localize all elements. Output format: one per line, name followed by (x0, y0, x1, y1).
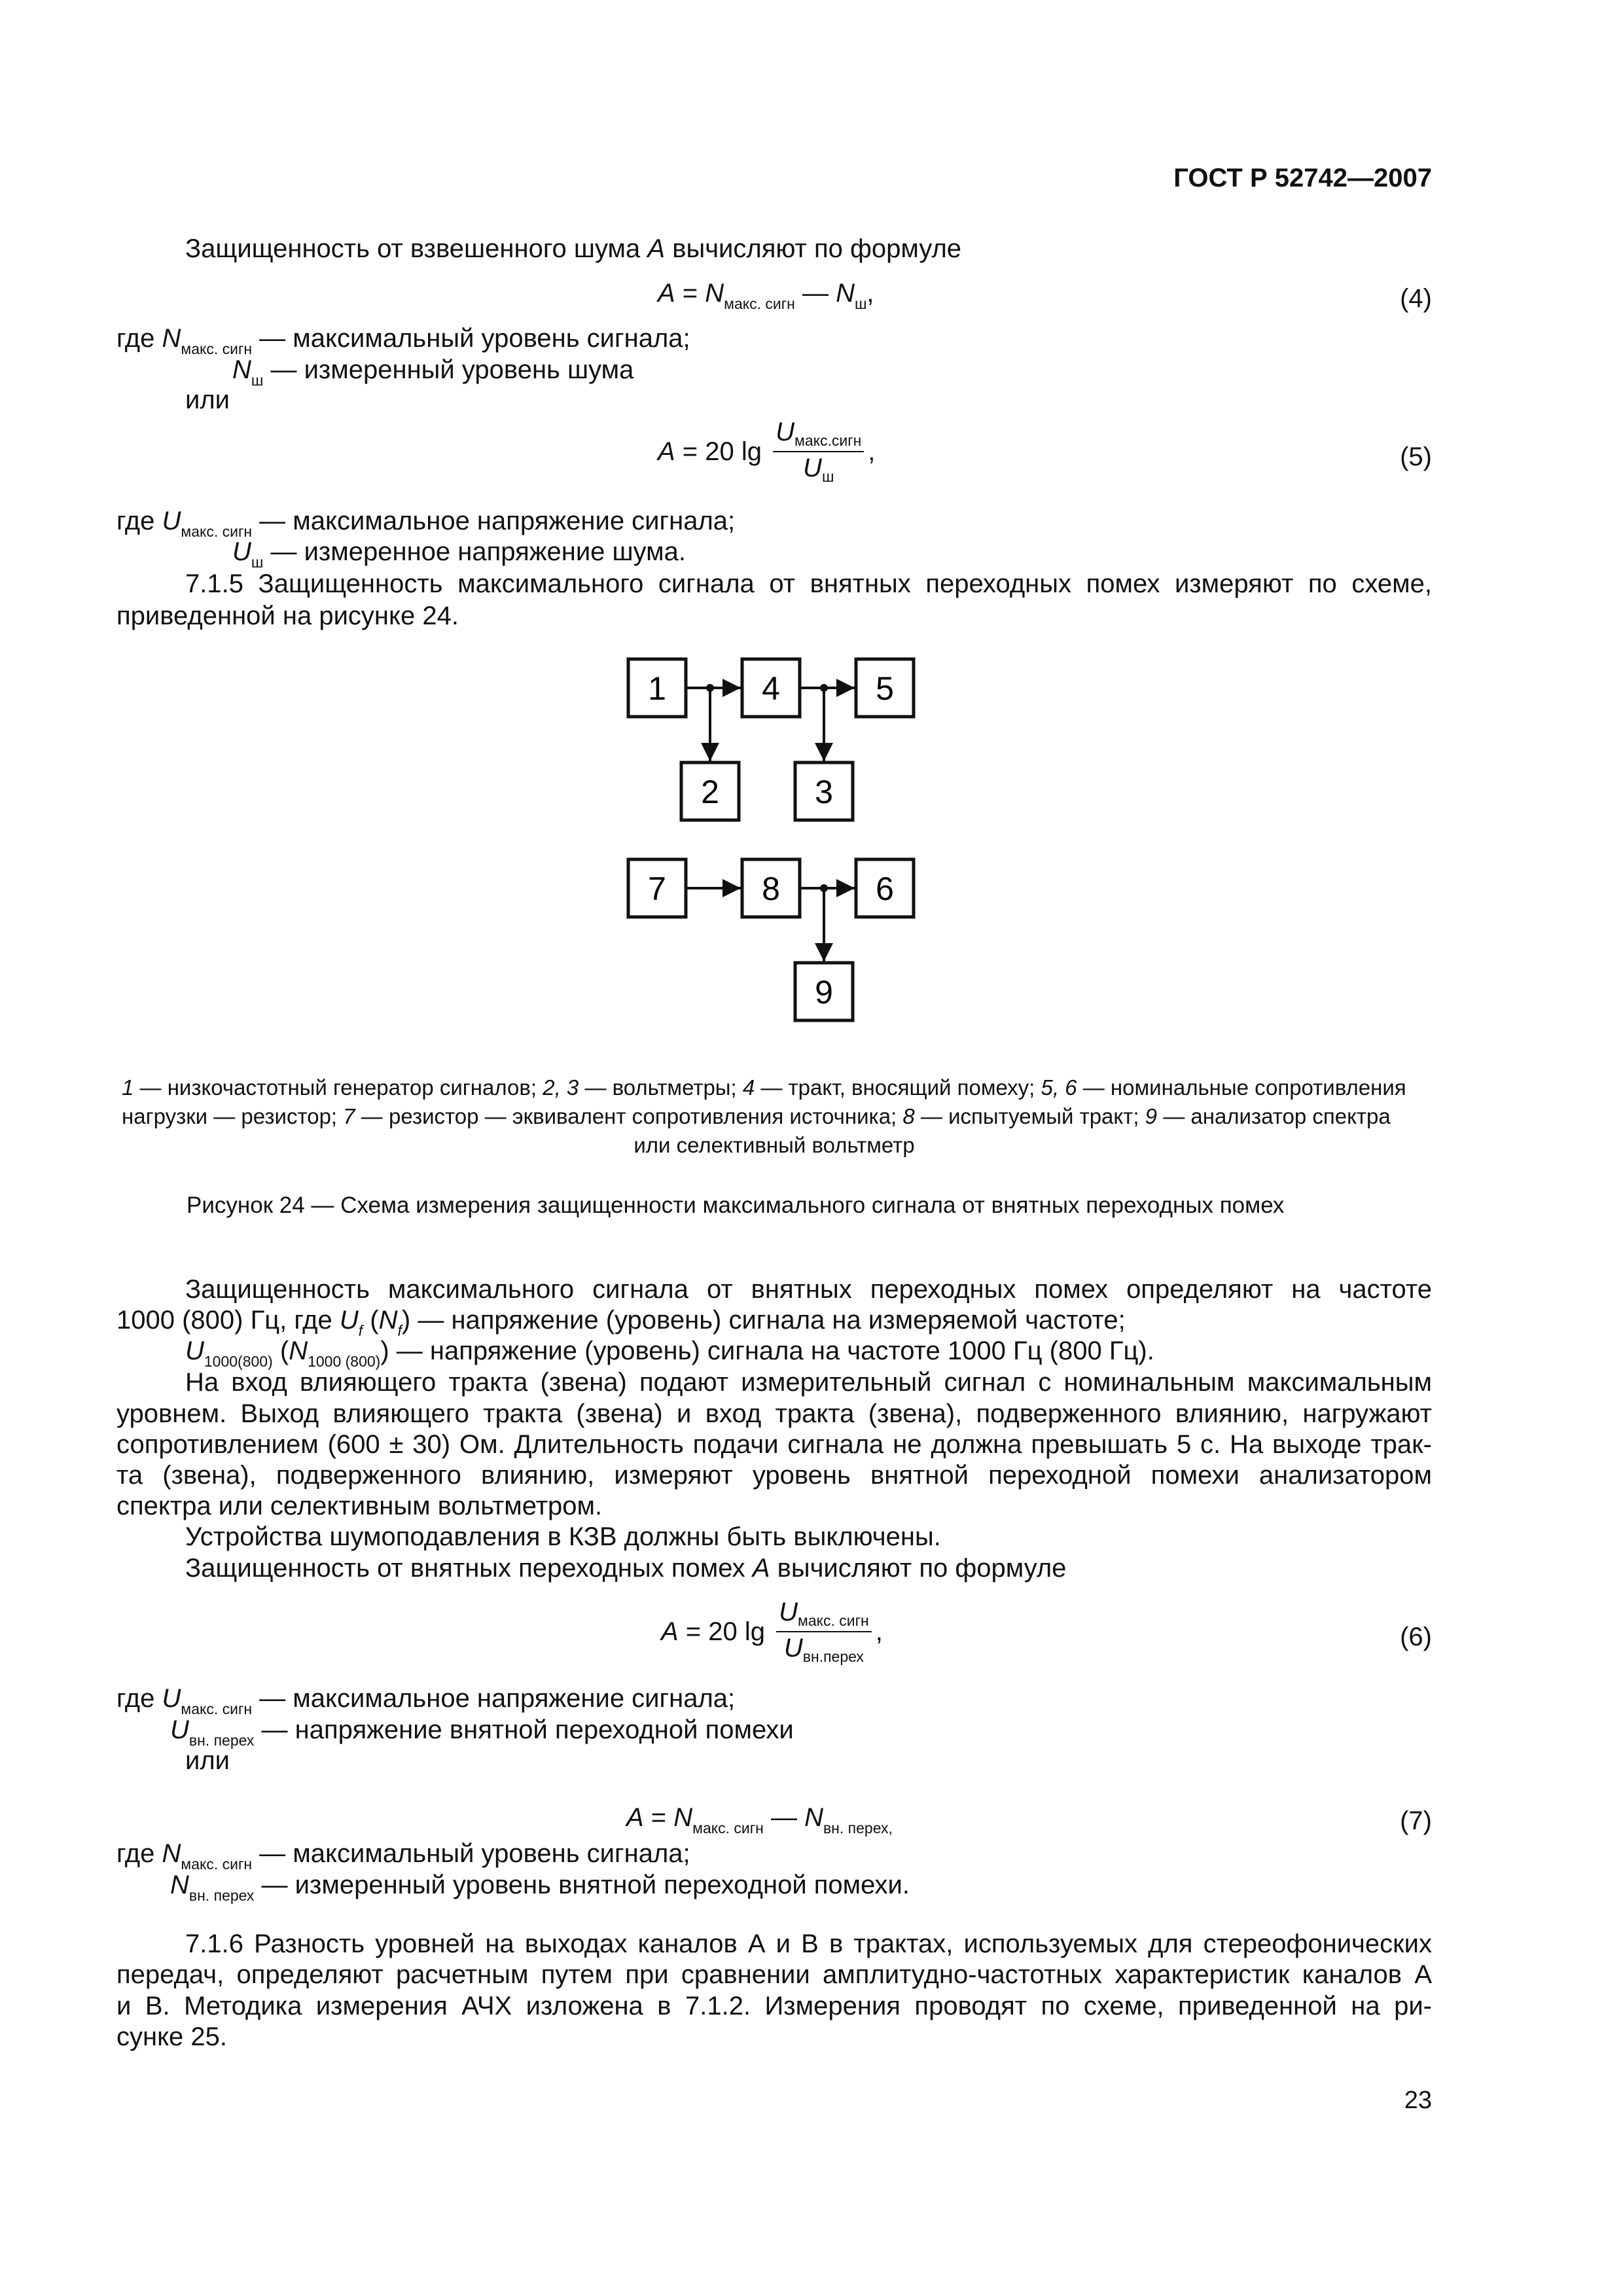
eq7-definition-1: где $N_{макс. сигн}$ — максимальный уровень сигнала; (116, 1839, 690, 1873)
para-main-line-10: Защищенность от внятных переходных помех A вычисляют по формуле (185, 1554, 1067, 1583)
eq6-or: или (185, 1746, 230, 1775)
figure-caption: Рисунок 24 — Схема измерения защищенности максимального сигнала от внятных переходных помех (187, 1193, 1285, 1218)
diagram-connectors (686, 688, 855, 961)
block-label: 8 (762, 870, 780, 907)
junction-dot (706, 684, 714, 692)
para-main-line-5: уровнем. Выход влияющего тракта (звена) и вход тракта (звена), подверженного влиянию, нагружают (116, 1399, 1432, 1428)
block-label: 6 (876, 870, 894, 907)
eq4-definition-1: где $N_{макс. сигн}$ — максимальный уровень сигнала; (116, 324, 690, 357)
block-label: 4 (762, 670, 780, 707)
equation-number-6: (6) (1400, 1623, 1432, 1651)
equation-number-7: (7) (1400, 1806, 1432, 1835)
eq7-definition-2: $N_{вн. перех}$ — измеренный уровень внятной переходной помехи. (170, 1871, 910, 1904)
junction-dot (820, 684, 828, 692)
para-7-1-6-line-3: и В. Методика измерения АЧХ изложена в 7.1.2. Измерения проводят по схеме, приведенной на ри- (116, 1992, 1432, 2020)
legend-line-1: 1 — низкочастотный генератор сигналов; 2, 3 — вольтметры; 4 — тракт, вносящий помеху; 5, 6 — номинальные сопротивления (122, 1075, 1406, 1100)
document-header: ГОСТ Р 52742—2007 (1173, 164, 1432, 192)
block-label: 9 (815, 974, 833, 1011)
block-label: 3 (815, 774, 833, 810)
eq4-or: или (185, 386, 230, 414)
para-7-1-5-line-1: 7.1.5 Защищенность максимального сигнала от внятных переходных помех измеряют по схеме, (185, 569, 1432, 598)
para-main-line-8: спектра или селективным вольтметром. (116, 1492, 603, 1520)
equation-number-5: (5) (1400, 442, 1432, 471)
equation-7: $A = N_{макс. сигн}$ — $N_{вн. перех,}$ (626, 1803, 893, 1837)
para-main-line-9: Устройства шумоподавления в КЗВ должны быть выключены. (185, 1522, 941, 1551)
figure-24-diagram (622, 648, 936, 1041)
eq6-definition-1: где $U_{макс. сигн}$ — максимальное напряжение сигнала; (116, 1684, 736, 1717)
eq5-definition-1: где $U_{макс. сигн}$ — максимальное напряжение сигнала; (116, 507, 736, 540)
equation-number-4: (4) (1400, 284, 1432, 313)
equation-5: A = 20 lg $\frac{U_{макс.сигн}}{U_ш}$ , (658, 418, 876, 485)
eq6-definition-2: $U_{вн. перех}$ — напряжение внятной переходной помехи (170, 1715, 794, 1749)
equation-6: A = 20 lg $\frac{U_{макс. сигн}}{U_{вн.перех}}$ , (661, 1598, 883, 1665)
para-7-1-5-line-2: приведенной на рисунке 24. (116, 601, 459, 630)
para-main-line-1: Защищенность максимального сигнала от внятных переходных помех определяют на частоте (185, 1275, 1432, 1304)
page-number: 23 (1404, 2087, 1432, 2114)
block-label: 5 (876, 670, 894, 707)
para-7-1-6-line-1: 7.1.6 Разность уровней на выходах каналов А и В в трактах, используемых для стереофонических (185, 1929, 1432, 1958)
para-7-1-6-line-2: передач, определяют расчетным путем при сравнении амплитудно-частотных характеристик каналов А (116, 1960, 1432, 1989)
para-main-line-6: сопротивлением (600 ± 30) Ом. Длительность подачи сигнала не должна превышать 5 с. На выходе трак- (116, 1430, 1432, 1459)
eq6-fraction: $\frac{U_{макс. сигн}}{U_{вн.перех}}$ (776, 1599, 872, 1664)
legend-line-2: нагрузки — резистор; 7 — резистор — эквивалент сопротивления источника; 8 — испытуемый тракт; 9 — анализатор спектра (122, 1104, 1391, 1128)
eq5-fraction: $\frac{U_{макс.сигн}}{U_ш}$ (773, 419, 864, 484)
para-main-line-2: 1000 (800) Гц, где $U_f$ $(N_f)$ — напряжение (уровень) сигнала на измеряемой частоте; (116, 1306, 1126, 1339)
block-label: 7 (648, 870, 666, 907)
para-main-line-4: На вход влияющего тракта (звена) подают измерительный сигнал с номинальным максимальным (185, 1368, 1432, 1397)
junction-dot (820, 884, 828, 892)
equation-4: $A = N_{макс. сигн}$ — $N_ш$, (658, 279, 874, 312)
legend-line-3: или селективный вольтметр (633, 1133, 915, 1157)
para-7-1-6-line-4: сунке 25. (116, 2022, 228, 2051)
para-main-line-3: $U_{1000(800)}$ $(N_{1000 (800)})$ — напряжение (уровень) сигнала на частоте 1000 Гц (800 Гц). (185, 1336, 1154, 1370)
eq4-definition-2: $N_ш$ — измеренный уровень шума (232, 355, 634, 389)
para-main-line-7: та (звена), подверженного влиянию, измеряют уровень внятной переходной помехи анализатором (116, 1461, 1432, 1490)
block-label: 2 (701, 774, 719, 810)
eq5-definition-2: $U_ш$ — измеренное напряжение шума. (232, 537, 687, 571)
block-label: 1 (648, 670, 666, 707)
eq4-intro: Защищенность от взвешенного шума A вычисляют по формуле (185, 234, 962, 263)
